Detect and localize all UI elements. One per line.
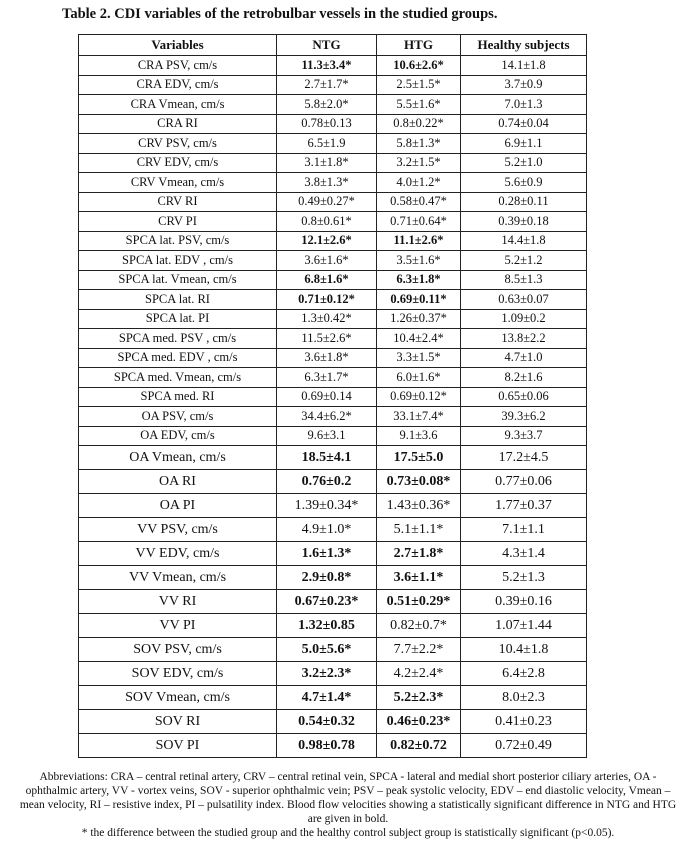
variable-cell: CRA Vmean, cm/s [79,95,277,115]
htg-cell: 0.82±0.7* [377,614,461,638]
ntg-cell: 2.9±0.8* [277,566,377,590]
healthy-cell: 7.0±1.3 [461,95,587,115]
header-ntg: NTG [277,35,377,56]
variable-cell: SPCA med. EDV , cm/s [79,348,277,368]
table-row [79,638,587,662]
variable-cell: SOV Vmean, cm/s [79,686,277,710]
htg-cell: 9.1±3.6 [377,426,461,446]
table-row [79,173,587,193]
ntg-cell: 1.39±0.34* [277,494,377,518]
table-row [79,270,587,290]
ntg-cell: 3.6±1.6* [277,251,377,271]
variable-cell: VV PI [79,614,277,638]
htg-cell: 2.7±1.8* [377,542,461,566]
variable-cell: CRA RI [79,114,277,134]
header-htg: HTG [377,35,461,56]
ntg-cell: 3.2±2.3* [277,662,377,686]
variable-cell: VV Vmean, cm/s [79,566,277,590]
ntg-cell: 1.3±0.42* [277,309,377,329]
htg-cell: 0.73±0.08* [377,470,461,494]
htg-cell: 0.82±0.72 [377,734,461,758]
variable-cell: SPCA lat. EDV , cm/s [79,251,277,271]
ntg-cell: 11.3±3.4* [277,56,377,76]
ntg-cell: 34.4±6.2* [277,407,377,427]
variable-cell: SOV RI [79,710,277,734]
table-row [79,212,587,232]
variable-cell: SPCA med. PSV , cm/s [79,329,277,349]
footnotes [16,770,680,840]
htg-cell: 11.1±2.6* [377,231,461,251]
abbreviations-note: Abbreviations: CRA – central retinal artery, CRV – central retinal vein, SPCA - lateral and medial short posterior ciliary arteries, OA - ophthalmic artery, VV - vortex veins, SOV - superior ophthalmic vein; PSV – peak systolic velocity, EDV – end diastolic velocity, Vmean – mean velocity, RI – resistive index, PI – pulsatility index. Blood flow velocities showing a statistically significant difference in NTG and HTG are given in bold. [19,771,677,825]
healthy-cell: 6.9±1.1 [461,134,587,154]
healthy-cell: 0.65±0.06 [461,387,587,407]
healthy-cell: 0.72±0.49 [461,734,587,758]
table-row [79,710,587,734]
ntg-cell: 0.54±0.32 [277,710,377,734]
variable-cell: SPCA lat. RI [79,290,277,310]
healthy-cell: 14.1±1.8 [461,56,587,76]
table-row [79,75,587,95]
htg-cell: 3.2±1.5* [377,153,461,173]
significance-note: * the difference between the studied group and the healthy control subject group is statistically significant (p<0.05). [81,827,615,839]
ntg-cell: 0.8±0.61* [277,212,377,232]
table-row [79,231,587,251]
ntg-cell: 5.8±2.0* [277,95,377,115]
variable-cell: CRV RI [79,192,277,212]
cdi-table [78,34,587,758]
variable-cell: CRA PSV, cm/s [79,56,277,76]
variable-cell: SPCA med. Vmean, cm/s [79,368,277,388]
htg-cell: 1.26±0.37* [377,309,461,329]
variable-cell: VV EDV, cm/s [79,542,277,566]
htg-cell: 0.69±0.11* [377,290,461,310]
variable-cell: CRA EDV, cm/s [79,75,277,95]
table-row [79,251,587,271]
htg-cell: 0.51±0.29* [377,590,461,614]
variable-cell: OA Vmean, cm/s [79,446,277,470]
variable-cell: OA PSV, cm/s [79,407,277,427]
variable-cell: SOV EDV, cm/s [79,662,277,686]
ntg-cell: 1.6±1.3* [277,542,377,566]
htg-cell: 5.5±1.6* [377,95,461,115]
variable-cell: CRV EDV, cm/s [79,153,277,173]
table-row [79,368,587,388]
healthy-cell: 4.7±1.0 [461,348,587,368]
ntg-cell: 0.49±0.27* [277,192,377,212]
htg-cell: 4.0±1.2* [377,173,461,193]
healthy-cell: 17.2±4.5 [461,446,587,470]
table-row [79,192,587,212]
healthy-cell: 0.77±0.06 [461,470,587,494]
ntg-cell: 4.7±1.4* [277,686,377,710]
htg-cell: 17.5±5.0 [377,446,461,470]
ntg-cell: 3.6±1.8* [277,348,377,368]
header-healthy: Healthy subjects [461,35,587,56]
variable-cell: SPCA lat. PI [79,309,277,329]
healthy-cell: 0.28±0.11 [461,192,587,212]
ntg-cell: 6.5±1.9 [277,134,377,154]
healthy-cell: 8.5±1.3 [461,270,587,290]
table-row [79,348,587,368]
healthy-cell: 0.39±0.18 [461,212,587,232]
variable-cell: CRV PSV, cm/s [79,134,277,154]
ntg-cell: 12.1±2.6* [277,231,377,251]
table-row [79,494,587,518]
table-row [79,734,587,758]
healthy-cell: 9.3±3.7 [461,426,587,446]
htg-cell: 4.2±2.4* [377,662,461,686]
table-caption: Table 2. CDI variables of the retrobulbar vessels in the studied groups. [62,6,498,22]
ntg-cell: 5.0±5.6* [277,638,377,662]
healthy-cell: 5.2±1.3 [461,566,587,590]
healthy-cell: 1.07±1.44 [461,614,587,638]
healthy-cell: 0.63±0.07 [461,290,587,310]
ntg-cell: 0.78±0.13 [277,114,377,134]
htg-cell: 3.5±1.6* [377,251,461,271]
healthy-cell: 1.77±0.37 [461,494,587,518]
htg-cell: 5.1±1.1* [377,518,461,542]
ntg-cell: 3.8±1.3* [277,173,377,193]
table-row [79,662,587,686]
healthy-cell: 5.6±0.9 [461,173,587,193]
htg-cell: 0.46±0.23* [377,710,461,734]
htg-cell: 0.69±0.12* [377,387,461,407]
htg-cell: 5.2±2.3* [377,686,461,710]
table-row [79,614,587,638]
table-row [79,290,587,310]
ntg-cell: 9.6±3.1 [277,426,377,446]
healthy-cell: 5.2±1.2 [461,251,587,271]
table-row [79,114,587,134]
table-row [79,134,587,154]
variable-cell: VV PSV, cm/s [79,518,277,542]
table-row [79,407,587,427]
ntg-cell: 1.32±0.85 [277,614,377,638]
table-row [79,426,587,446]
htg-cell: 3.3±1.5* [377,348,461,368]
htg-cell: 33.1±7.4* [377,407,461,427]
healthy-cell: 6.4±2.8 [461,662,587,686]
healthy-cell: 0.39±0.16 [461,590,587,614]
healthy-cell: 8.2±1.6 [461,368,587,388]
htg-cell: 6.0±1.6* [377,368,461,388]
table-body [79,56,587,758]
ntg-cell: 0.71±0.12* [277,290,377,310]
table-row [79,686,587,710]
healthy-cell: 5.2±1.0 [461,153,587,173]
healthy-cell: 10.4±1.8 [461,638,587,662]
variable-cell: SOV PI [79,734,277,758]
htg-cell: 5.8±1.3* [377,134,461,154]
healthy-cell: 8.0±2.3 [461,686,587,710]
healthy-cell: 0.41±0.23 [461,710,587,734]
table-row [79,566,587,590]
table-row [79,309,587,329]
healthy-cell: 3.7±0.9 [461,75,587,95]
variable-cell: SPCA lat. Vmean, cm/s [79,270,277,290]
header-variables: Variables [79,35,277,56]
table-row [79,387,587,407]
table-row [79,518,587,542]
ntg-cell: 6.3±1.7* [277,368,377,388]
variable-cell: SPCA med. RI [79,387,277,407]
htg-cell: 1.43±0.36* [377,494,461,518]
variable-cell: OA PI [79,494,277,518]
healthy-cell: 39.3±6.2 [461,407,587,427]
healthy-cell: 1.09±0.2 [461,309,587,329]
healthy-cell: 7.1±1.1 [461,518,587,542]
table-row [79,95,587,115]
healthy-cell: 13.8±2.2 [461,329,587,349]
table-row [79,590,587,614]
ntg-cell: 4.9±1.0* [277,518,377,542]
htg-cell: 7.7±2.2* [377,638,461,662]
table-row [79,56,587,76]
htg-cell: 6.3±1.8* [377,270,461,290]
healthy-cell: 0.74±0.04 [461,114,587,134]
variable-cell: SOV PSV, cm/s [79,638,277,662]
table-row [79,153,587,173]
ntg-cell: 0.76±0.2 [277,470,377,494]
ntg-cell: 0.98±0.78 [277,734,377,758]
ntg-cell: 2.7±1.7* [277,75,377,95]
healthy-cell: 14.4±1.8 [461,231,587,251]
table-row [79,542,587,566]
table-row [79,446,587,470]
ntg-cell: 0.67±0.23* [277,590,377,614]
variable-cell: CRV Vmean, cm/s [79,173,277,193]
variable-cell: OA EDV, cm/s [79,426,277,446]
htg-cell: 0.58±0.47* [377,192,461,212]
table-header-row [79,35,587,56]
htg-cell: 0.71±0.64* [377,212,461,232]
ntg-cell: 11.5±2.6* [277,329,377,349]
healthy-cell: 4.3±1.4 [461,542,587,566]
variable-cell: VV RI [79,590,277,614]
htg-cell: 3.6±1.1* [377,566,461,590]
ntg-cell: 3.1±1.8* [277,153,377,173]
htg-cell: 2.5±1.5* [377,75,461,95]
table-row [79,329,587,349]
ntg-cell: 6.8±1.6* [277,270,377,290]
variable-cell: OA RI [79,470,277,494]
table-row [79,470,587,494]
variable-cell: CRV PI [79,212,277,232]
ntg-cell: 18.5±4.1 [277,446,377,470]
htg-cell: 0.8±0.22* [377,114,461,134]
ntg-cell: 0.69±0.14 [277,387,377,407]
htg-cell: 10.6±2.6* [377,56,461,76]
variable-cell: SPCA lat. PSV, cm/s [79,231,277,251]
htg-cell: 10.4±2.4* [377,329,461,349]
